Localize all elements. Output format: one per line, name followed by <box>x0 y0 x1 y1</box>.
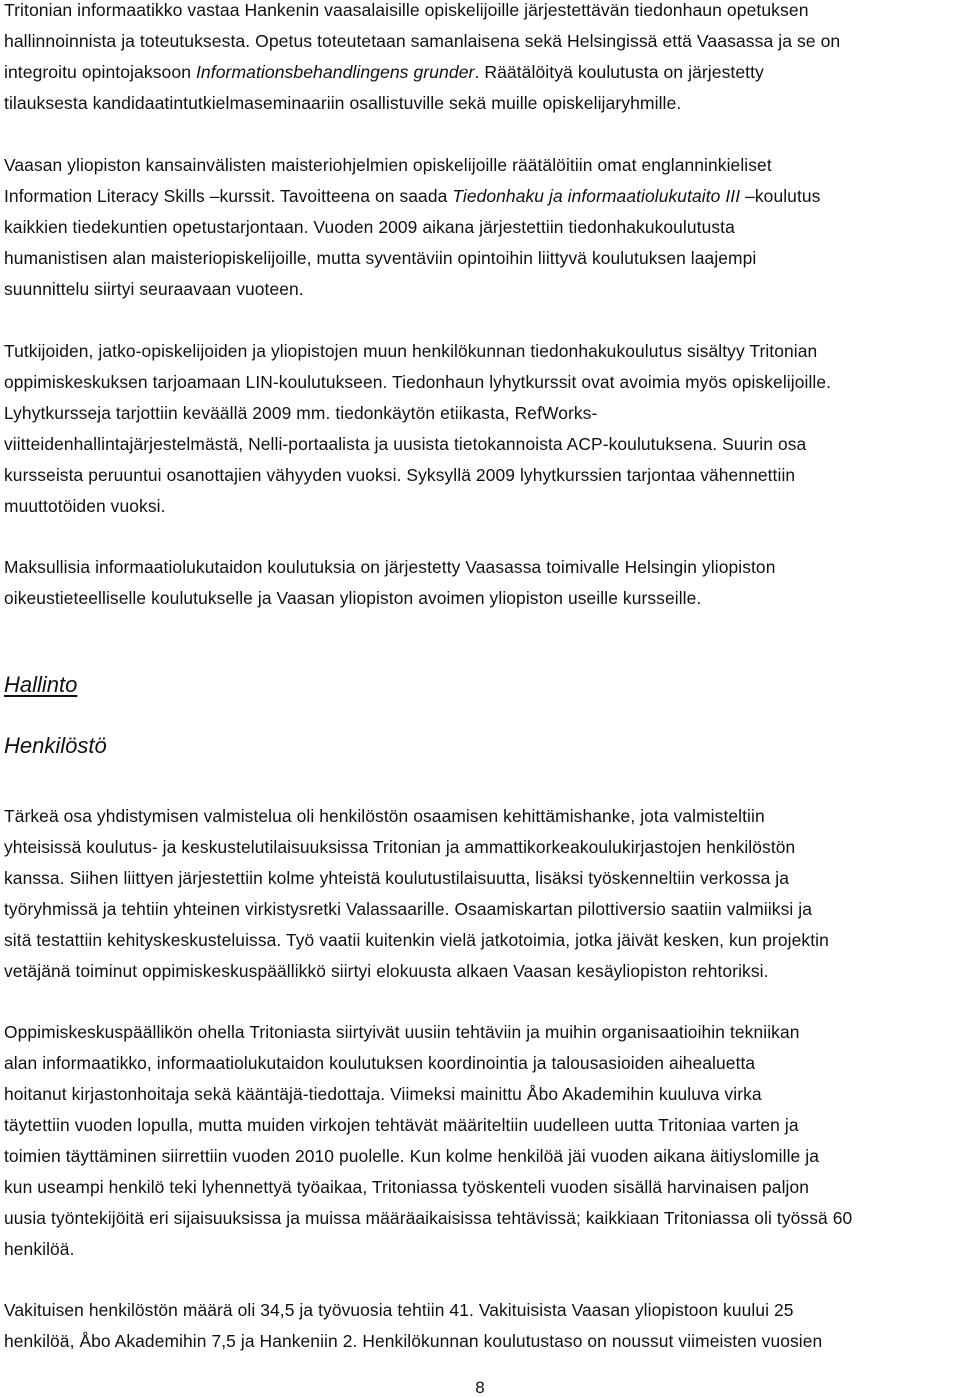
text-line <box>4 62 764 83</box>
text-line: henkilöä. <box>4 1239 75 1259</box>
text-line: humanistisen alan maisteriopiskelijoille, mutta syventäviin opintoihin liittyvä koulutuksen laajempi <box>4 248 757 268</box>
text-line: kursseista peruuntui osanottajien vähyyden vuoksi. Syksyllä 2009 lyhytkurssien tarjontaa vähennettiin <box>4 465 796 485</box>
course-name: Tiedonhaku ja informaatiolukutaito III <box>452 186 741 206</box>
text-run: . Räätälöityä koulutusta on järjestetty <box>474 62 764 82</box>
text-run: –koulutus <box>740 186 821 206</box>
section-heading: Hallinto <box>4 672 78 697</box>
text-line: toimien täyttäminen siirrettiin vuoden 2010 puolelle. Kun kolme henkilöä jäi vuoden aikana äitiyslomille ja <box>4 1146 819 1166</box>
text-line: kun useampi henkilö teki lyhennettyä työaikaa, Tritoniassa työskenteli vuoden sisällä harvinaisen paljon <box>4 1177 810 1197</box>
text-run: integroitu opintojaksoon <box>4 62 196 82</box>
text-line: oppimiskeskuksen tarjoamaan LIN-koulutukseen. Tiedonhaun lyhytkurssit ovat avoimia myös opiskelijoille. <box>4 372 832 392</box>
text-line: työryhmissä ja tehtiin yhteinen virkistysretki Valassaarille. Osaamiskartan pilottiversio saatiin valmiiksi ja <box>4 899 813 919</box>
text-line: täytettiin vuoden lopulla, mutta muiden virkojen tehtävät määriteltiin uudelleen uutta Tritoniaa varten ja <box>4 1115 799 1135</box>
course-name: Informationsbehandlingens grunder <box>195 62 475 82</box>
text-line: alan informaatikko, informaatiolukutaidon koulutuksen koordinointia ja talousasioiden aihealuetta <box>4 1053 756 1073</box>
text-line: sitä testattiin kehityskeskusteluissa. Työ vaatii kuitenkin vielä jatkotoimia, jotka jäivät kesken, kun projektin <box>4 930 829 950</box>
text-line: Vakituisen henkilöstön määrä oli 34,5 ja työvuosia tehtiin 41. Vakituisista Vaasan yliopistoon kuului 25 <box>4 1300 794 1320</box>
page-number: 8 <box>475 1378 485 1397</box>
text-line: Maksullisia informaatiolukutaidon koulutuksia on järjestetty Vaasassa toimivalle Helsingin yliopiston <box>4 557 776 577</box>
text-line: Tritonian informaatikko vastaa Hankenin vaasalaisille opiskelijoille järjestettävän tiedonhaun opetuksen <box>4 0 809 20</box>
text-line: Vaasan yliopiston kansainvälisten maisteriohjelmien opiskelijoille räätälöitiin omat englanninkieliset <box>4 155 772 175</box>
text-line: oikeustieteelliselle koulutukselle ja Vaasan yliopiston avoimen yliopiston useille kursseille. <box>4 588 702 608</box>
text-line: uusia työntekijöitä eri sijaisuuksissa ja muissa määräaikaisissa tehtävissä; kaikkiaan Tritoniassa oli työssä 60 <box>4 1208 853 1228</box>
text-line: hoitanut kirjastonhoitaja sekä kääntäjä-tiedottaja. Viimeksi mainittu Åbo Akademihin kuuluva virka <box>4 1084 762 1104</box>
text-line: viitteidenhallintajärjestelmästä, Nelli-portaalista ja uusista tietokannoista ACP-koulutuksena. Suurin osa <box>4 434 807 454</box>
text-line: suunnittelu siirtyi seuraavaan vuoteen. <box>4 279 304 299</box>
text-line: yhteisissä koulutus- ja keskustelutilaisuuksissa Tritonian ja ammattikorkeakoulukirjastojen henkilöstön <box>4 837 796 857</box>
text-line <box>4 186 820 207</box>
text-line: vetäjänä toiminut oppimiskeskuspäällikkö siirtyi elokuusta alkaen Vaasan kesäyliopiston rehtoriksi. <box>4 961 769 981</box>
text-line: tilauksesta kandidaatintutkielmaseminaariin osallistuville sekä muille opiskelijaryhmille. <box>4 93 682 113</box>
text-line: kanssa. Siihen liittyen järjestettiin kolme yhteistä koulutustilaisuutta, lisäksi työskenneltiin verkossa ja <box>4 868 790 888</box>
text-line: Oppimiskeskuspäällikön ohella Tritoniasta siirtyivät uusiin tehtäviin ja muihin organisaatioihin tekniikan <box>4 1022 800 1042</box>
text-line: Tärkeä osa yhdistymisen valmistelua oli henkilöstön osaamisen kehittämishanke, jota valmisteltiin <box>4 806 765 826</box>
text-run: Information Literacy Skills –kurssit. Tavoitteena on saada <box>4 186 453 206</box>
text-line: henkilöä, Åbo Akademihin 7,5 ja Hankeniin 2. Henkilökunnan koulutustaso on noussut viimeisten vuosien <box>4 1331 823 1351</box>
subsection-heading: Henkilöstö <box>4 733 107 758</box>
text-line: muuttotöiden vuoksi. <box>4 496 166 516</box>
text-line: kaikkien tiedekuntien opetustarjontaan. Vuoden 2009 aikana järjestettiin tiedonhakukoulutusta <box>4 217 735 237</box>
text-line: Tutkijoiden, jatko-opiskelijoiden ja yliopistojen muun henkilökunnan tiedonhakukoulutus sisältyy Tritonian <box>4 341 818 361</box>
text-line: Lyhytkursseja tarjottiin keväällä 2009 mm. tiedonkäytön etiikasta, RefWorks- <box>4 403 598 423</box>
text-line: hallinnoinnista ja toteutuksesta. Opetus toteutetaan samanlaisena sekä Helsingissä että Vaasassa ja se on <box>4 31 841 51</box>
